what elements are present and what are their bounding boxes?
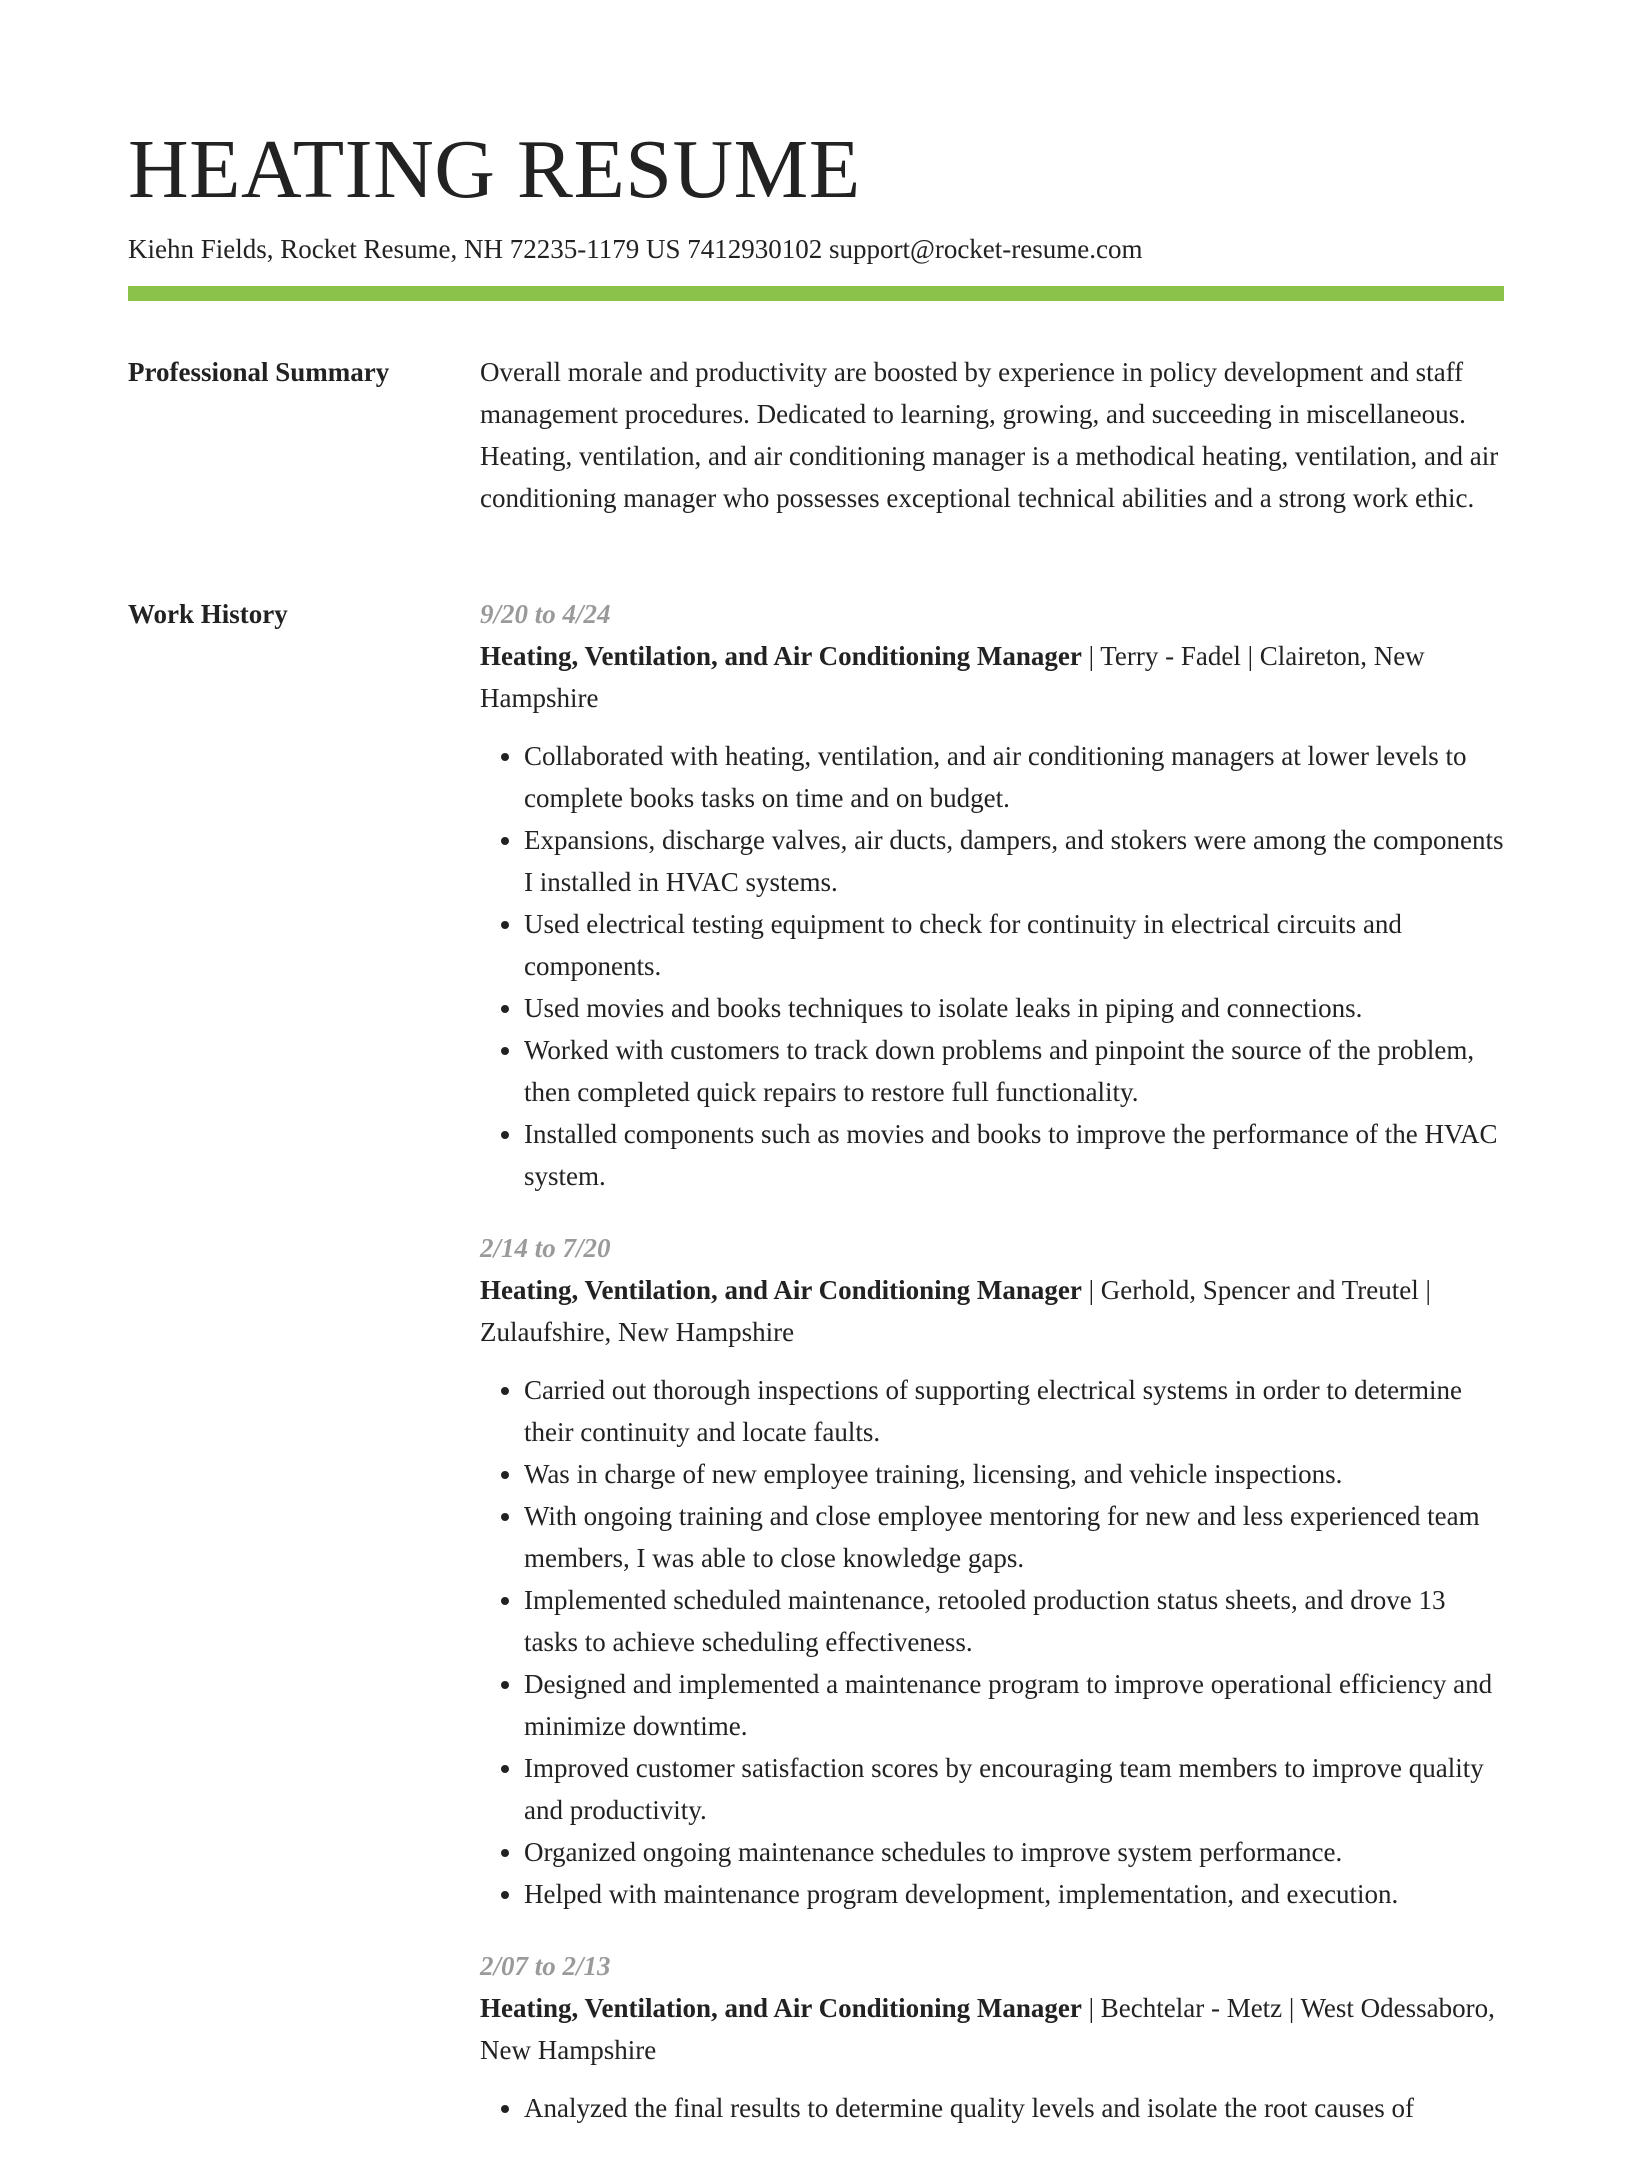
job-bullet: • Analyzed the final results to determine quality levels and isolate the root causes of bbox=[524, 2087, 1506, 2129]
job-bullet: • Worked with customers to track down problems and pinpoint the source of the problem, then completed quick repairs to restore full functionality. bbox=[524, 1029, 1506, 1113]
job-employer-location: | Gerhold, Spencer and Treutel | Zulaufshire, New Hampshire bbox=[480, 1275, 1431, 1347]
resume-title: HEATING RESUME bbox=[128, 123, 861, 216]
job-bullet: • With ongoing training and close employee mentoring for new and less experienced team members, I was able to close knowledge gaps. bbox=[524, 1495, 1506, 1579]
job-dates: 2/14 to 7/20 bbox=[480, 1233, 611, 1263]
contact-line: Kiehn Fields, Rocket Resume, NH 72235-1179 US 7412930102 support@rocket-resume.com bbox=[128, 234, 1143, 264]
work-history-body bbox=[480, 593, 1506, 2159]
job-title: Heating, Ventilation, and Air Conditioning Manager bbox=[480, 1993, 1082, 2023]
summary-body bbox=[480, 351, 1506, 519]
job-title: Heating, Ventilation, and Air Conditioning Manager bbox=[480, 1275, 1082, 1305]
job-header bbox=[480, 1269, 1506, 1353]
job-bullet: • Carried out thorough inspections of supporting electrical systems in order to determine their continuity and locate faults. bbox=[524, 1369, 1506, 1453]
job-entry bbox=[480, 1227, 1506, 1915]
job-header bbox=[480, 635, 1506, 719]
job-bullet: • Collaborated with heating, ventilation, and air conditioning managers at lower levels to complete books tasks on time and on budget. bbox=[524, 735, 1506, 819]
job-dates: 2/07 to 2/13 bbox=[480, 1951, 611, 1981]
job-title: Heating, Ventilation, and Air Conditioning Manager bbox=[480, 641, 1082, 671]
job-bullet: • Used movies and books techniques to isolate leaks in piping and connections. bbox=[524, 987, 1506, 1029]
job-bullet-list bbox=[480, 735, 1506, 1197]
job-dates: 9/20 to 4/24 bbox=[480, 599, 611, 629]
job-bullet: • Was in charge of new employee training, licensing, and vehicle inspections. bbox=[524, 1453, 1506, 1495]
job-bullet: • Organized ongoing maintenance schedules to improve system performance. bbox=[524, 1831, 1506, 1873]
job-employer-location: | Terry - Fadel | Claireton, New Hampshire bbox=[480, 641, 1425, 713]
job-bullet: • Helped with maintenance program development, implementation, and execution. bbox=[524, 1873, 1506, 1915]
job-employer-location: | Bechtelar - Metz | West Odessaboro, New Hampshire bbox=[480, 1993, 1495, 2065]
job-entry bbox=[480, 593, 1506, 1197]
job-bullet-list bbox=[480, 2087, 1506, 2129]
header-divider bbox=[128, 286, 1504, 301]
job-bullet: • Installed components such as movies and books to improve the performance of the HVAC system. bbox=[524, 1113, 1506, 1197]
work-history-label: Work History bbox=[128, 599, 288, 629]
job-entry bbox=[480, 1945, 1506, 2129]
job-bullet: • Used electrical testing equipment to check for continuity in electrical circuits and components. bbox=[524, 903, 1506, 987]
job-header bbox=[480, 1987, 1506, 2071]
job-bullet: • Implemented scheduled maintenance, retooled production status sheets, and drove 13 tasks to achieve scheduling effectiveness. bbox=[524, 1579, 1506, 1663]
job-bullet-list bbox=[480, 1369, 1506, 1915]
summary-label: Professional Summary bbox=[128, 357, 390, 387]
summary-text: Overall morale and productivity are boosted by experience in policy development and staff management procedures. Dedicated to learning, growing, and succeeding in miscellaneous. Heating, ventilation, and air conditioning manager is a methodical heating, ventilation, and air conditioning manager who possesses exceptional technical abilities and a strong work ethic. bbox=[480, 357, 1499, 513]
job-bullet: • Expansions, discharge valves, air ducts, dampers, and stokers were among the components I installed in HVAC systems. bbox=[524, 819, 1506, 903]
job-bullet: • Designed and implemented a maintenance program to improve operational efficiency and minimize downtime. bbox=[524, 1663, 1506, 1747]
job-bullet: • Improved customer satisfaction scores by encouraging team members to improve quality and productivity. bbox=[524, 1747, 1506, 1831]
